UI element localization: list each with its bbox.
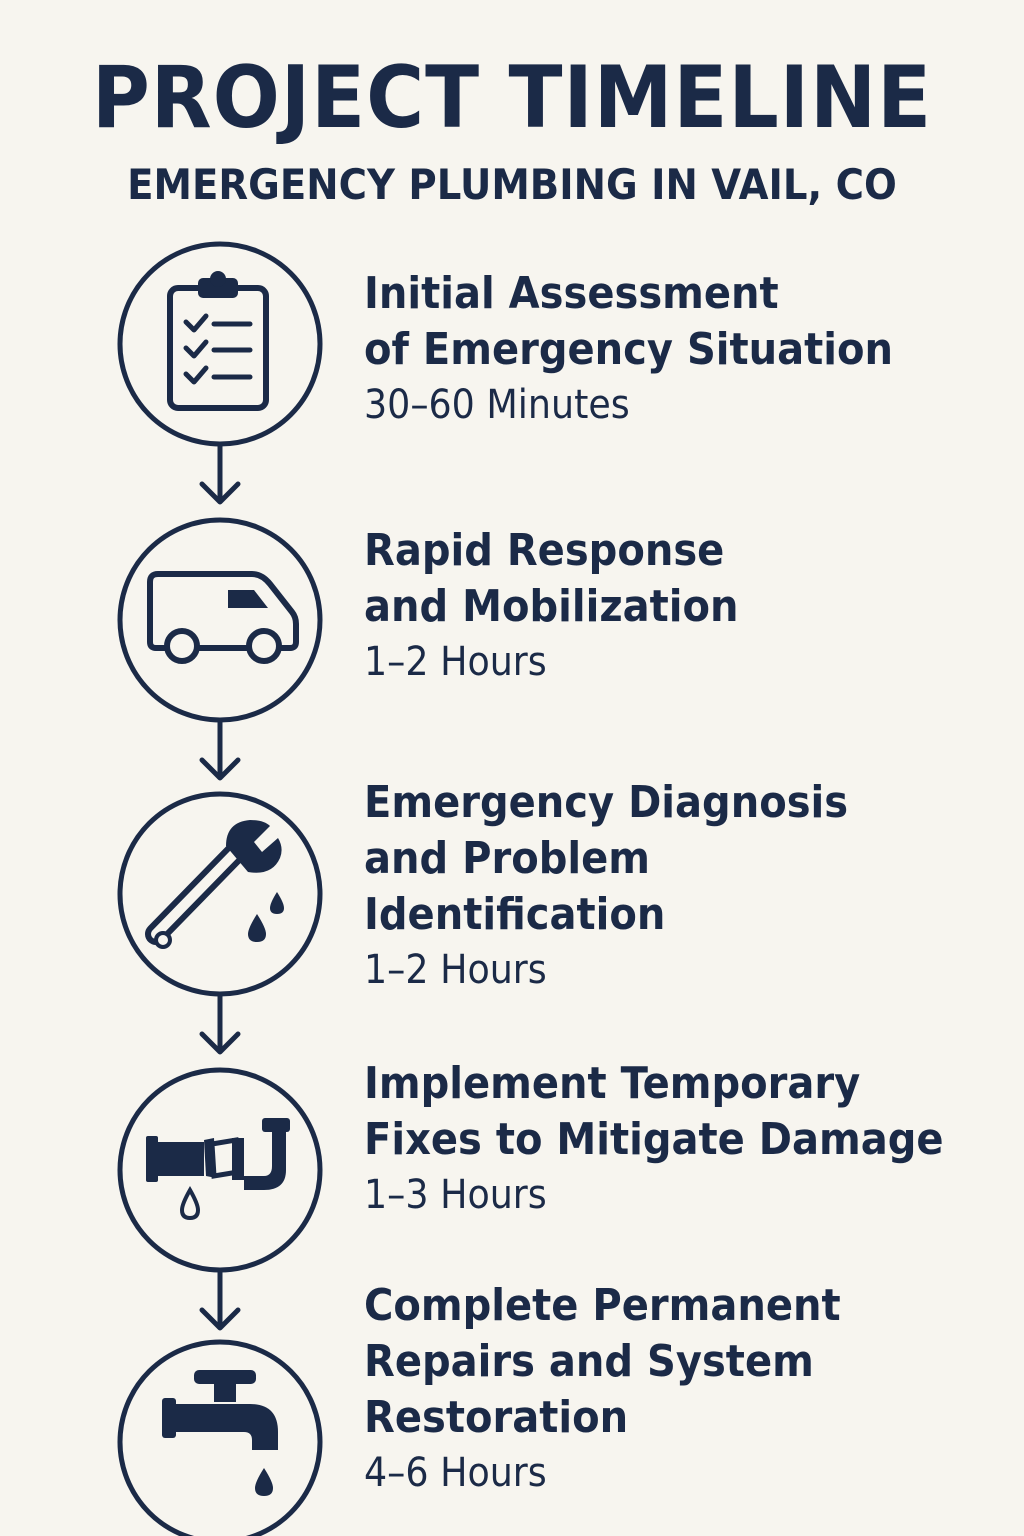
connector-arrow-1 (202, 446, 238, 502)
step-2-duration: 1–2 Hours (364, 639, 547, 685)
step-3-title-line-1: Emergency Diagnosis (364, 777, 849, 828)
step-4-duration: 1–3 Hours (364, 1172, 547, 1218)
step-4-title-line-1: Implement Temporary (364, 1058, 861, 1109)
step-1-title-line-1: Initial Assessment (364, 268, 779, 319)
step-1-duration: 30–60 Minutes (364, 382, 630, 428)
page-subtitle: EMERGENCY PLUMBING IN VAIL, CO (127, 160, 897, 209)
connector-arrow-3 (202, 996, 238, 1052)
step-3-title-line-2: and Problem (364, 833, 650, 884)
leaking-pipe-icon (120, 1070, 320, 1270)
step-4 (364, 1056, 1004, 1222)
step-3-duration: 1–2 Hours (364, 947, 547, 993)
step-3 (364, 775, 1004, 997)
step-2-title-line-2: and Mobilization (364, 581, 739, 632)
step-3-title-line-3: Identification (364, 889, 666, 940)
step-2-title-line-1: Rapid Response (364, 525, 725, 576)
connector-arrow-2 (202, 720, 238, 778)
van-icon (120, 520, 320, 720)
faucet-icon (120, 1342, 320, 1536)
step-1-title-line-2: of Emergency Situation (364, 324, 894, 375)
step-2 (364, 523, 1004, 689)
step-5-duration: 4–6 Hours (364, 1450, 547, 1496)
step-2-title (364, 523, 946, 635)
connector-arrow-4 (202, 1272, 238, 1328)
clipboard-checklist-icon (120, 244, 320, 444)
step-1 (364, 266, 1004, 432)
wrench-drops-icon (120, 794, 320, 994)
step-5-title-line-2: Repairs and System (364, 1336, 814, 1387)
step-5-title-line-1: Complete Permanent (364, 1280, 841, 1331)
step-5-title-line-3: Restoration (364, 1392, 629, 1443)
page-title: PROJECT TIMELINE (91, 48, 933, 148)
step-4-title-line-2: Fixes to Mitigate Damage (364, 1114, 944, 1165)
step-5-title (364, 1278, 946, 1446)
step-1-title (364, 266, 946, 378)
step-4-title (364, 1056, 946, 1168)
step-5 (364, 1278, 1004, 1500)
step-3-title (364, 775, 946, 943)
